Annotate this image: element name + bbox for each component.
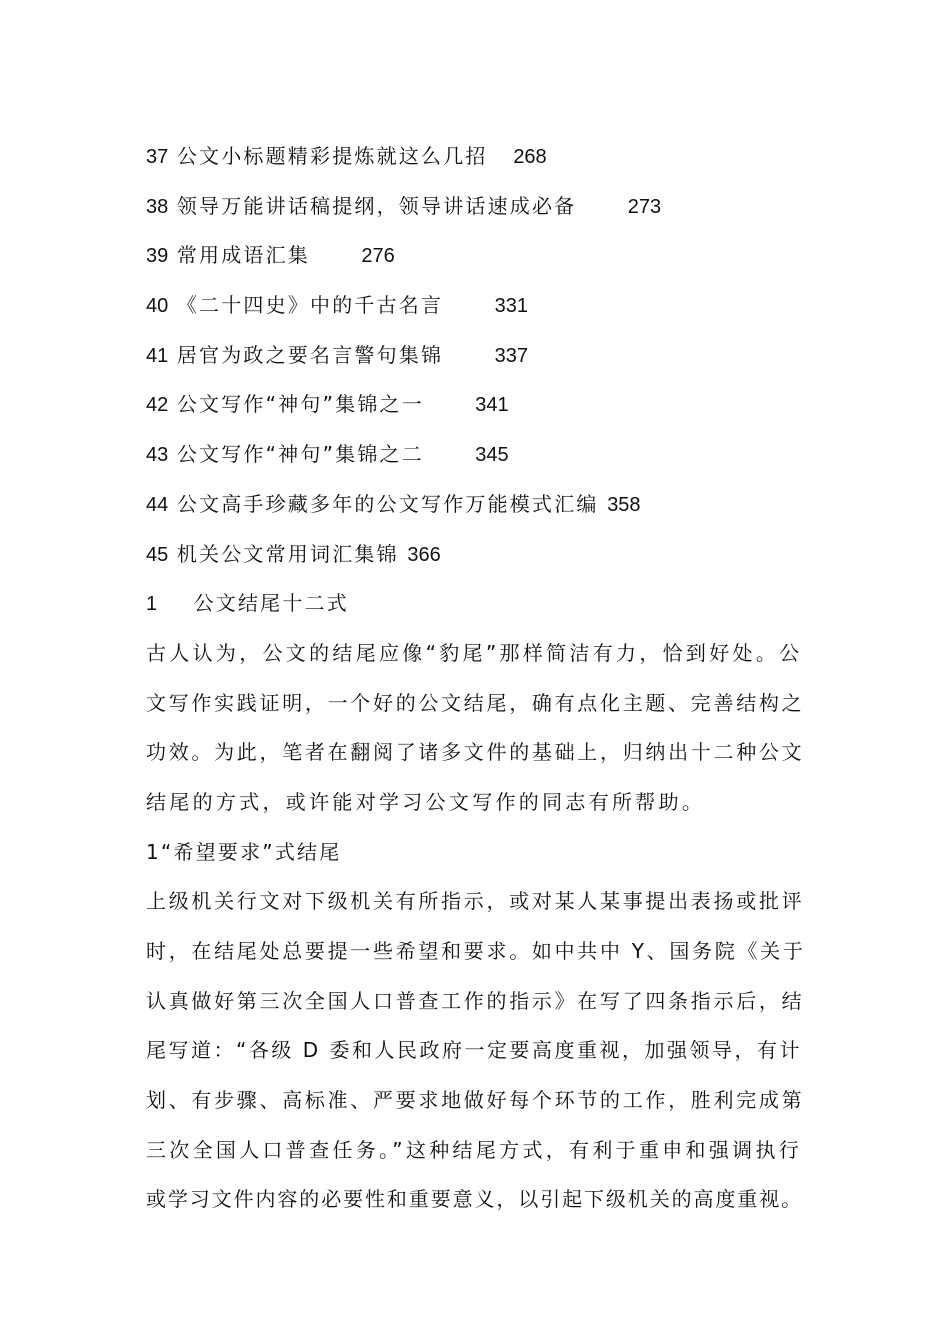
paragraph-line: 文写作实践证明，一个好的公文结尾，确有点化主题、完善结构之	[146, 690, 805, 715]
toc-entry	[146, 380, 806, 430]
toc-entry-title: 公文小标题精彩提炼就这么几招	[176, 144, 488, 168]
table-of-contents	[146, 132, 806, 579]
section-number: 1	[146, 593, 160, 616]
toc-entry-page: 337	[494, 344, 528, 367]
toc-entry-title: 《二十四史》中的千古名言	[176, 293, 444, 318]
toc-entry	[146, 182, 806, 232]
toc-entry-number: 43	[146, 444, 169, 467]
paragraph-line: 三次全国人口普查任务。”这种结尾方式，有利于重申和强调执行	[146, 1137, 803, 1162]
toc-entry	[146, 132, 806, 182]
toc-entry	[146, 281, 806, 331]
toc-entry	[146, 480, 806, 530]
toc-entry-page: 273	[627, 195, 662, 218]
toc-entry-number: 37	[146, 146, 169, 168]
toc-entry-gap	[424, 392, 475, 416]
paragraph-line: 古人认为，公文的结尾应像“豹尾”那样简洁有力，恰到好处。公	[146, 640, 803, 665]
paragraph-line: 时，在结尾处总要提一些希望和要求。如中共中 Y、国务院《关于	[146, 939, 806, 963]
toc-entry-gap	[443, 293, 494, 317]
toc-entry-number: 40	[146, 295, 169, 318]
toc-entry-title: 领导万能讲话稿提纲，领导讲话速成必备	[176, 193, 577, 218]
toc-entry-title: 公文高手珍藏多年的公文写作万能模式汇编	[176, 491, 599, 516]
toc-entry-number: 41	[146, 344, 169, 367]
paragraph-line: 或学习文件内容的必要性和重要意义，以引起下级机关的高度重视。	[146, 1187, 803, 1212]
toc-entry-gap	[443, 343, 494, 367]
paragraph-line: 认真做好第三次全国人口普查工作的指示》在写了四条指示后，结	[146, 988, 805, 1013]
toc-entry-title: 公文写作“神句”集锦之一	[176, 392, 424, 417]
intro-paragraph	[146, 629, 806, 828]
paragraph-line: 结尾的方式，或许能对学习公文写作的同志有所帮助。	[146, 789, 706, 814]
toc-entry	[146, 530, 806, 580]
toc-entry-page: 366	[407, 543, 441, 566]
paragraph-line: 划、有步骤、高标准、严要求地做好每个环节的工作，胜利完成第	[146, 1088, 805, 1113]
toc-entry-title: 机关公文常用词汇集锦	[176, 541, 399, 566]
toc-entry-number: 42	[146, 394, 169, 417]
toc-entry	[146, 331, 806, 381]
paragraph-line: 尾写道：“各级 D 委和人民政府一定要高度重视，加强领导，有计	[146, 1038, 802, 1063]
body-paragraph	[146, 877, 806, 1225]
paragraph-line: 上级机关行文对下级机关有所指示，或对某人某事提出表扬或批评	[146, 889, 805, 914]
toc-entry-gap	[310, 243, 361, 267]
document-page	[146, 132, 806, 1225]
paragraph-line: 功效。为此，笔者在翻阅了诸多文件的基础上，归纳出十二种公文	[146, 740, 805, 765]
toc-entry-gap	[599, 492, 608, 516]
toc-entry-page: 276	[361, 245, 395, 268]
toc-entry-number: 44	[146, 493, 169, 516]
toc-entry-page: 268	[513, 146, 547, 168]
toc-entry-page: 341	[475, 394, 509, 417]
toc-entry-gap	[424, 442, 475, 466]
toc-entry-number: 39	[146, 245, 169, 268]
toc-entry-title: 居官为政之要名言警句集锦	[176, 342, 444, 367]
toc-entry	[146, 430, 806, 480]
toc-entry-page: 358	[607, 493, 641, 516]
toc-entry-page: 331	[494, 295, 528, 318]
toc-entry-title: 常用成语汇集	[176, 243, 311, 268]
section-heading	[146, 579, 806, 629]
toc-entry-gap	[576, 194, 627, 218]
toc-entry-page: 345	[475, 444, 509, 467]
toc-entry-gap	[488, 144, 514, 168]
subsection-heading: 1“希望要求”式结尾	[146, 839, 342, 864]
section-title: 公文结尾十二式	[193, 591, 349, 616]
toc-entry-number: 45	[146, 543, 169, 566]
toc-entry-title: 公文写作“神句”集锦之二	[176, 442, 424, 467]
toc-entry	[146, 231, 806, 281]
toc-entry-number: 38	[146, 195, 169, 218]
